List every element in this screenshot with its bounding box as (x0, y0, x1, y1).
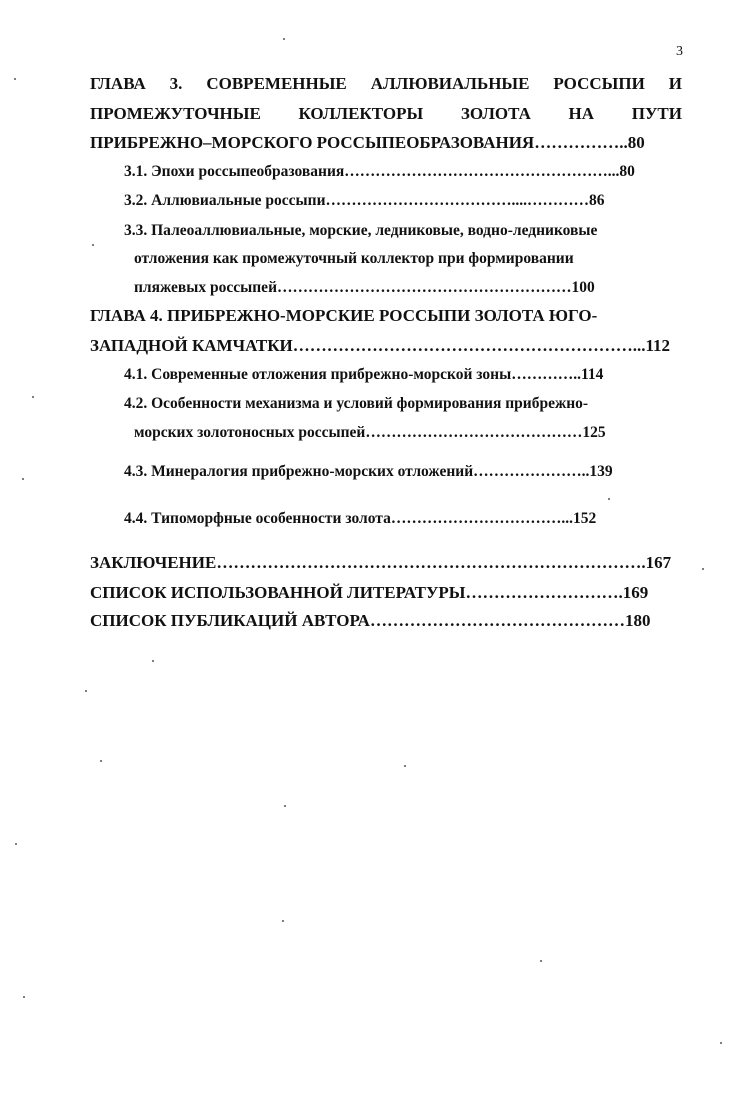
toc-entry-4-1: 4.1. Современные отложения прибрежно-морской зоны…………..114 (124, 366, 604, 383)
chapter3-heading-line1 (90, 74, 682, 94)
chapter3-heading-line3: ПРИБРЕЖНО–МОРСКОГО РОССЫПЕОБРАЗОВАНИЯ……………..80 (90, 133, 645, 152)
toc-entry-3-3-line2: отложения как промежуточный коллектор при формировании (134, 250, 574, 267)
scan-speck (282, 920, 284, 922)
scan-speck (283, 38, 285, 40)
toc-author-publications: СПИСОК ПУБЛИКАЦИЙ АВТОРА………………………………………180 (90, 611, 651, 630)
scan-speck (702, 568, 704, 570)
scan-speck (152, 660, 154, 662)
toc-references: СПИСОК ИСПОЛЬЗОВАННОЙ ЛИТЕРАТУРЫ……………………….169 (90, 583, 649, 602)
page-number: 3 (676, 44, 683, 59)
toc-word: НА (568, 104, 595, 123)
scan-speck (720, 1042, 722, 1044)
toc-entry-4-2-line2: морских золотоносных россыпей……………………………………125 (134, 424, 606, 441)
toc-word: АЛЛЮВИАЛЬНЫЕ (370, 74, 530, 93)
toc-entry-3-3-line1: 3.3. Палеоаллювиальные, морские, ледниковые, водно-ледниковые (124, 222, 598, 239)
toc-word: РОССЫПИ (553, 74, 645, 93)
scan-speck (404, 765, 406, 767)
scan-speck (608, 498, 610, 500)
toc-word: СОВРЕМЕННЫЕ (206, 74, 347, 93)
toc-entry-3-3-line3: пляжевых россыпей…………………………………………………100 (134, 279, 595, 296)
toc-word: ПУТИ (631, 104, 682, 123)
scan-speck (100, 760, 102, 762)
chapter3-heading-line2 (90, 104, 682, 124)
scan-speck (92, 244, 94, 246)
toc-entry-4-2-line1: 4.2. Особенности механизма и условий формирования прибрежно- (124, 395, 589, 412)
chapter4-heading-line2: ЗАПАДНОЙ КАМЧАТКИ……………………………………………………...112 (90, 336, 671, 355)
toc-entry-3-2: 3.2. Аллювиальные россыпи………………………………....…………86 (124, 192, 605, 209)
chapter4-heading-line1: ГЛАВА 4. ПРИБРЕЖНО-МОРСКИЕ РОССЫПИ ЗОЛОТА ЮГО- (90, 306, 598, 325)
scan-speck (284, 805, 286, 807)
toc-word: ПРОМЕЖУТОЧНЫЕ (90, 104, 261, 123)
toc-word: 3. (169, 74, 183, 93)
toc-entry-3-1: 3.1. Эпохи россыпеобразования……………………………………………...80 (124, 163, 635, 180)
toc-word: ГЛАВА (90, 74, 146, 93)
scan-speck (32, 396, 34, 398)
scan-speck (14, 78, 16, 80)
scan-speck (23, 996, 25, 998)
toc-entry-4-4: 4.4. Типоморфные особенности золота……………………………...152 (124, 510, 597, 527)
toc-word: И (668, 74, 682, 93)
scan-speck (22, 478, 24, 480)
scan-speck (15, 843, 17, 845)
scan-speck (540, 960, 542, 962)
toc-entry-4-3: 4.3. Минералогия прибрежно-морских отложений…………………..139 (124, 463, 613, 480)
scan-speck (85, 690, 87, 692)
toc-word: КОЛЛЕКТОРЫ (298, 104, 424, 123)
toc-word: ЗОЛОТА (460, 104, 531, 123)
toc-conclusion: ЗАКЛЮЧЕНИЕ………………………………………………………………….167 (90, 553, 672, 572)
